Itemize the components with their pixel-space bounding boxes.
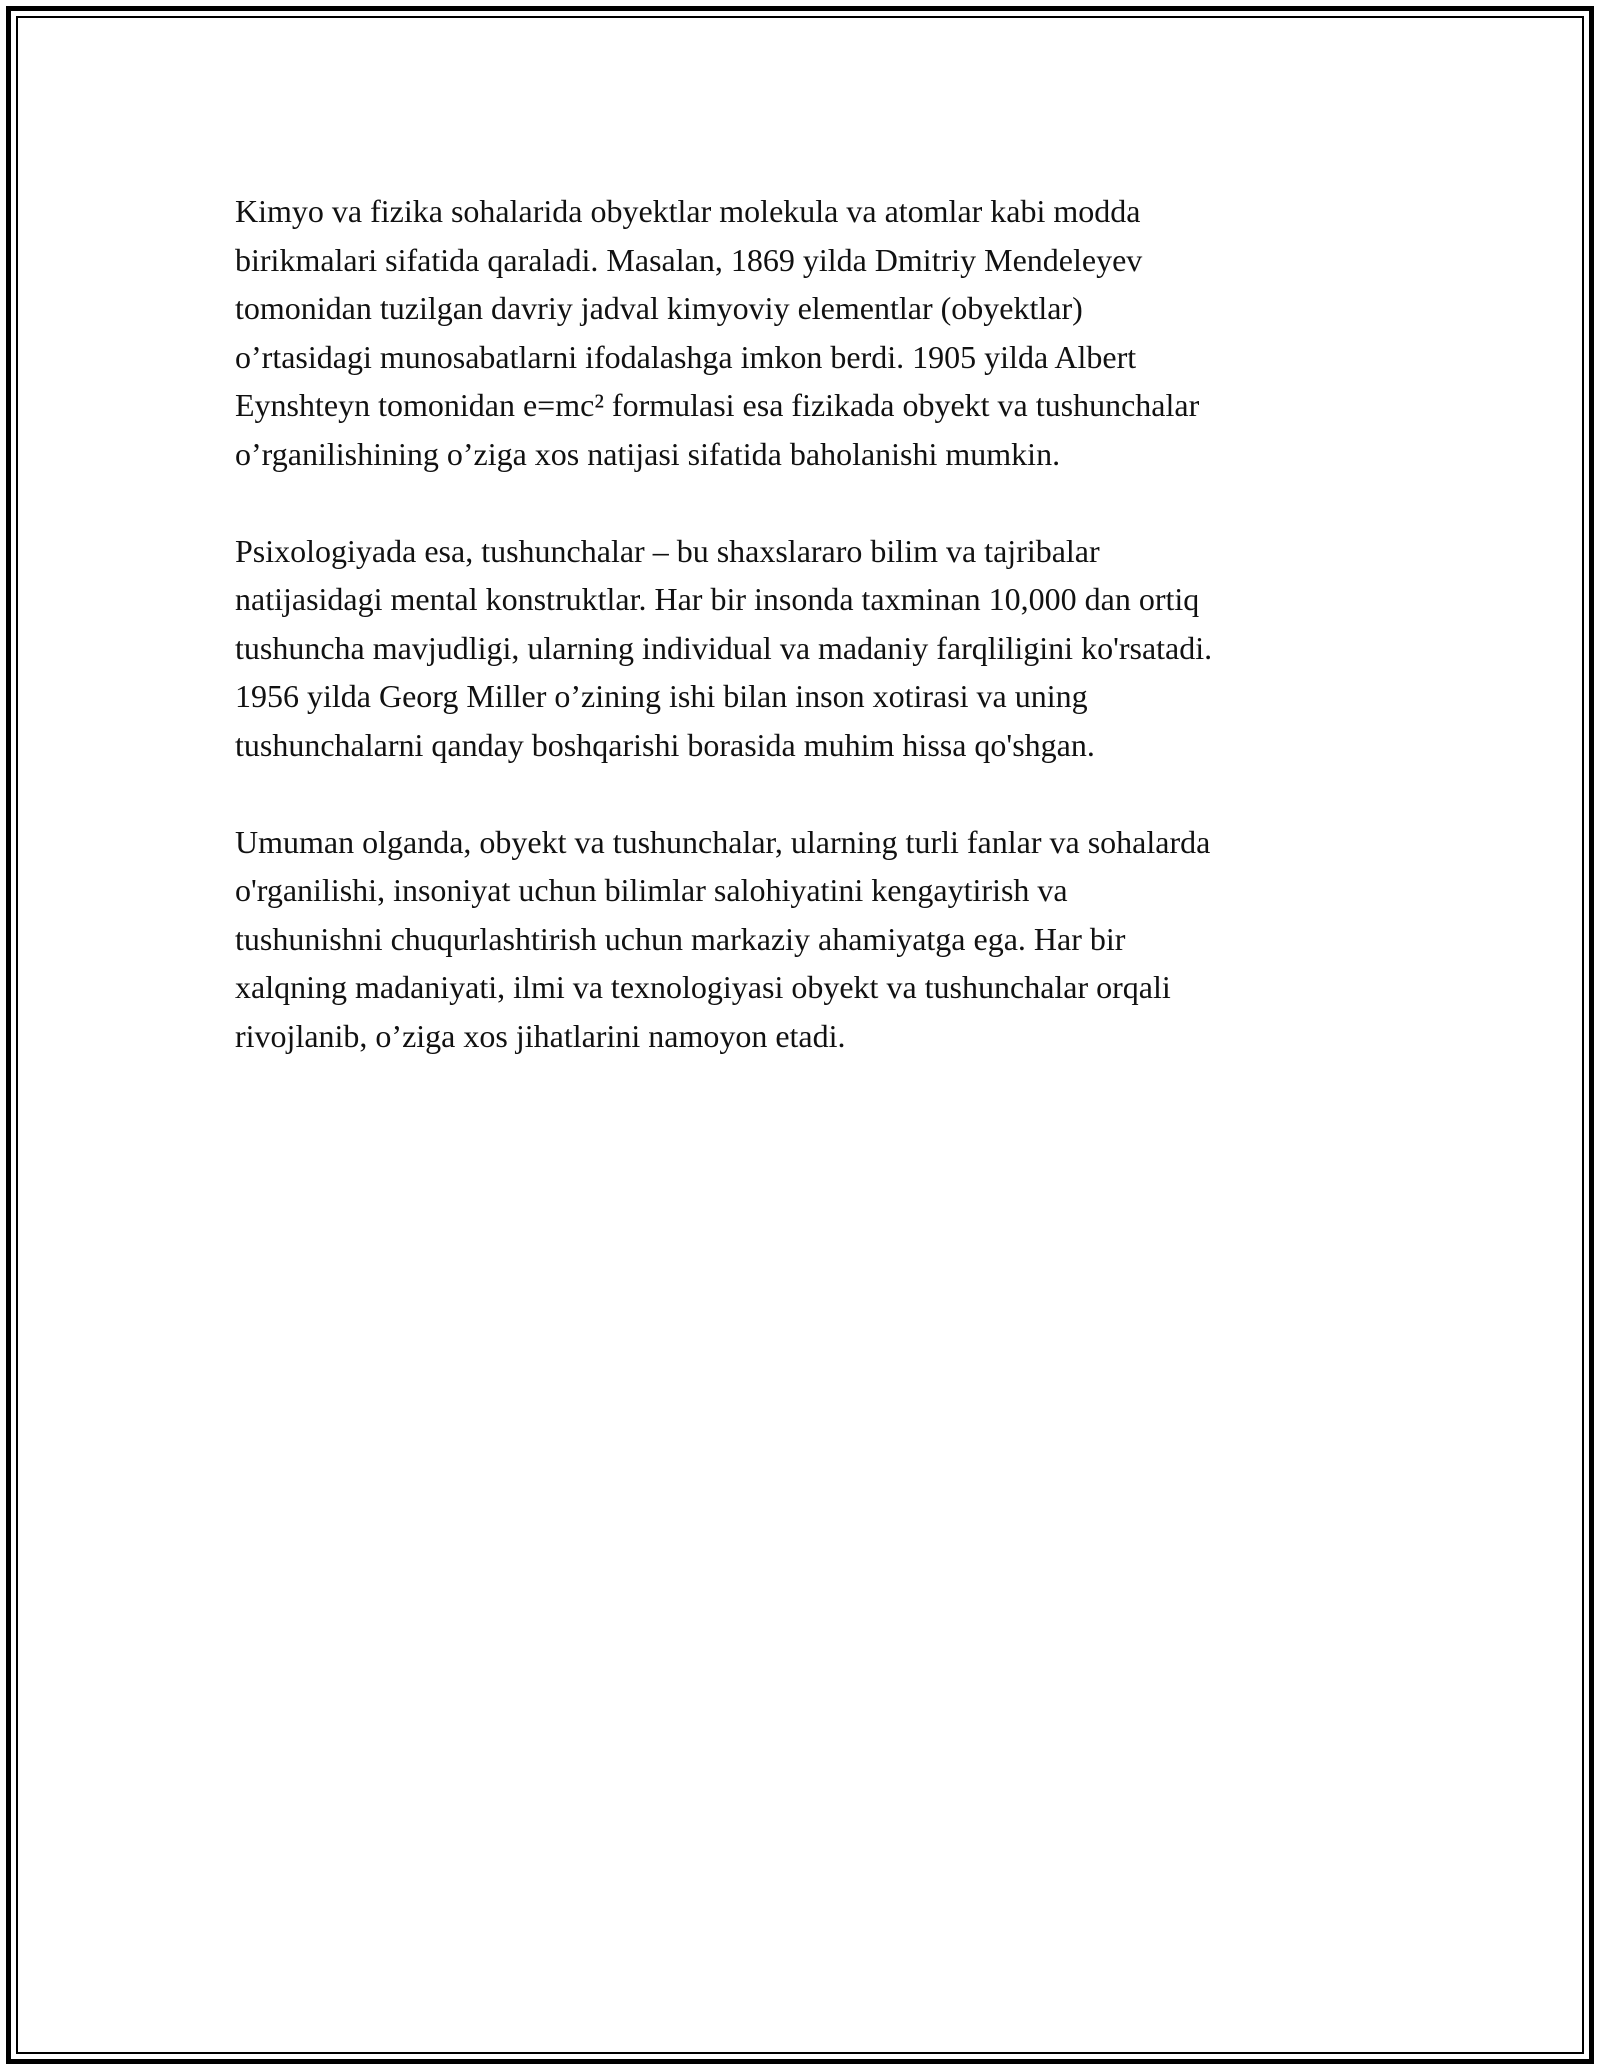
paragraph-psychology bbox=[235, 527, 1370, 770]
text-line: Kimyo va fizika sohalarida obyektlar molekula va atomlar kabi modda bbox=[235, 193, 1141, 229]
document-body bbox=[235, 187, 1370, 1109]
text-line: o'rganilishi, insoniyat uchun bilimlar salohiyatini kengaytirish va bbox=[235, 872, 1068, 908]
text-line: xalqning madaniyati, ilmi va texnologiyasi obyekt va tushunchalar orqali bbox=[235, 969, 1171, 1005]
paragraph-conclusion bbox=[235, 818, 1370, 1061]
text-line: tushuncha mavjudligi, ularning individual va madaniy farqliligini ko'rsatadi. bbox=[235, 629, 1213, 666]
text-line: 1956 yilda Georg Miller o’zining ishi bilan inson xotirasi va uning bbox=[235, 678, 1088, 714]
text-line: Eynshteyn tomonidan e=mc² formulasi esa fizikada obyekt va tushunchalar bbox=[235, 387, 1200, 423]
text-line: o’rganilishining o’ziga xos natijasi sifatida baholanishi mumkin. bbox=[235, 435, 1061, 472]
text-line: birikmalari sifatida qaraladi. Masalan, 1869 yilda Dmitriy Mendeleyev bbox=[235, 241, 1143, 278]
text-line: tushunishni chuqurlashtirish uchun markaziy ahamiyatga ega. Har bir bbox=[235, 920, 1126, 957]
text-line: tushunchalarni qanday boshqarishi borasida muhim hissa qo'shgan. bbox=[235, 726, 1095, 763]
text-line: tomonidan tuzilgan davriy jadval kimyoviy elementlar (obyektlar) bbox=[235, 290, 1083, 326]
paragraph-chemistry-physics bbox=[235, 187, 1370, 478]
text-line: natijasidagi mental konstruktlar. Har bir insonda taxminan 10,000 dan ortiq bbox=[235, 581, 1200, 617]
text-line: o’rtasidagi munosabatlarni ifodalashga imkon berdi. 1905 yilda Albert bbox=[235, 338, 1137, 375]
text-line: Umuman olganda, obyekt va tushunchalar, ularning turli fanlar va sohalarda bbox=[235, 823, 1211, 860]
text-line: Psixologiyada esa, tushunchalar – bu shaxslararo bilim va tajribalar bbox=[235, 532, 1100, 569]
text-line: rivojlanib, o’ziga xos jihatlarini namoyon etadi. bbox=[235, 1017, 846, 1054]
